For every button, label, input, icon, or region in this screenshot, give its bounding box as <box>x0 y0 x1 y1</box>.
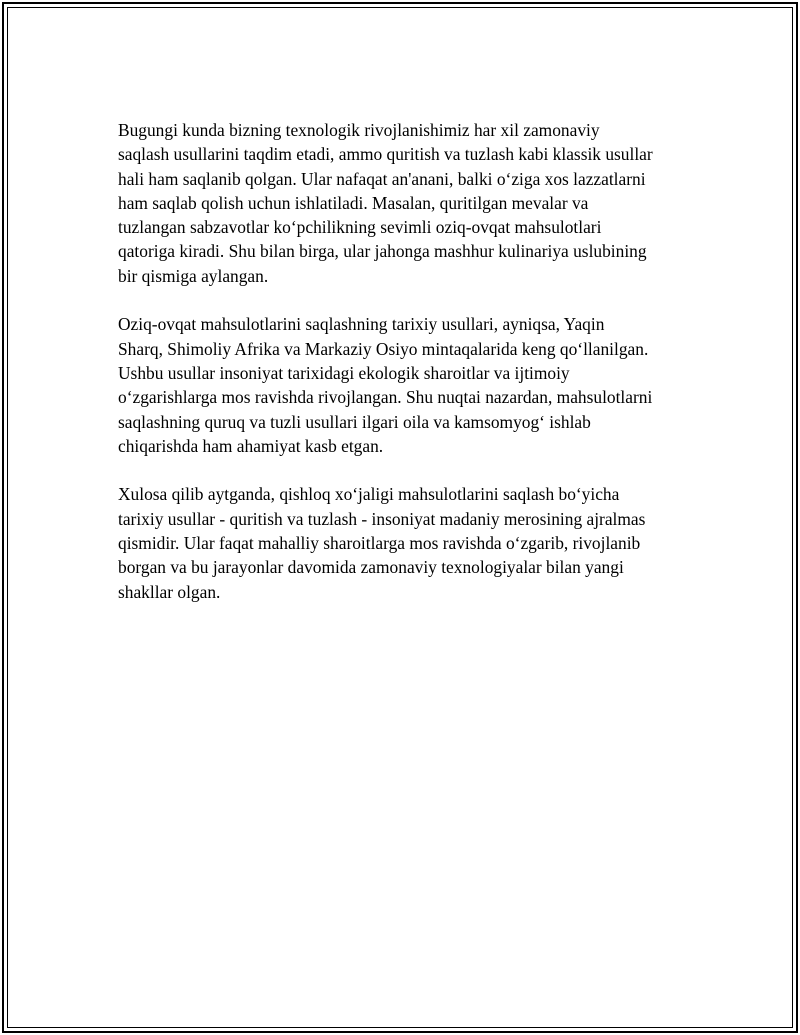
text-line: qatoriga kiradi. Shu bilan birga, ular jahonga mashhur kulinariya uslubining <box>118 241 647 262</box>
text-line: borgan va bu jarayonlar davomida zamonaviy texnologiyalar bilan yangi <box>118 557 624 578</box>
paragraph-3 <box>118 482 693 603</box>
text-line: Bugungi kunda bizning texnologik rivojlanishimiz har xil zamonaviy <box>118 120 600 140</box>
text-line: hali ham saqlanib qolgan. Ular nafaqat an'anani, balki o‘ziga xos lazzatlarni <box>118 168 646 189</box>
text-line: o‘zgarishlarga mos ravishda rivojlangan. Shu nuqtai nazardan, mahsulotlarni <box>118 387 653 408</box>
text-line: Ushbu usullar insoniyat tarixidagi ekologik sharoitlar va ijtimoiy <box>118 362 570 383</box>
text-line: tarixiy usullar - quritish va tuzlash - insoniyat madaniy merosining ajralmas <box>118 508 646 529</box>
text-line: tuzlangan sabzavotlar ko‘pchilikning sevimli oziq-ovqat mahsulotlari <box>118 217 602 238</box>
text-line: saqlashning quruq va tuzli usullari ilgari oila va kamsomyog‘ ishlab <box>118 411 591 432</box>
text-line: Oziq-ovqat mahsulotlarini saqlashning tarixiy usullari, ayniqsa, Yaqin <box>118 314 605 335</box>
text-line: Xulosa qilib aytganda, qishloq xo‘jaligi mahsulotlarini saqlash bo‘yicha <box>118 484 620 505</box>
text-line: Sharq, Shimoliy Afrika va Markaziy Osiyo mintaqalarida keng qo‘llanilgan. <box>118 338 649 359</box>
text-line: shakllar olgan. <box>118 581 221 602</box>
text-line: chiqarishda ham ahamiyat kasb etgan. <box>118 435 384 456</box>
text-line: bir qismiga aylangan. <box>118 265 269 286</box>
paragraph-2 <box>118 312 693 458</box>
paragraph-1 <box>118 118 693 288</box>
document-body <box>118 118 693 628</box>
text-line: ham saqlab qolish uchun ishlatiladi. Masalan, quritilgan mevalar va <box>118 192 589 213</box>
text-line: saqlash usullarini taqdim etadi, ammo quritish va tuzlash kabi klassik usullar <box>118 144 653 165</box>
text-line: qismidir. Ular faqat mahalliy sharoitlarga mos ravishda o‘zgarib, rivojlanib <box>118 533 641 554</box>
